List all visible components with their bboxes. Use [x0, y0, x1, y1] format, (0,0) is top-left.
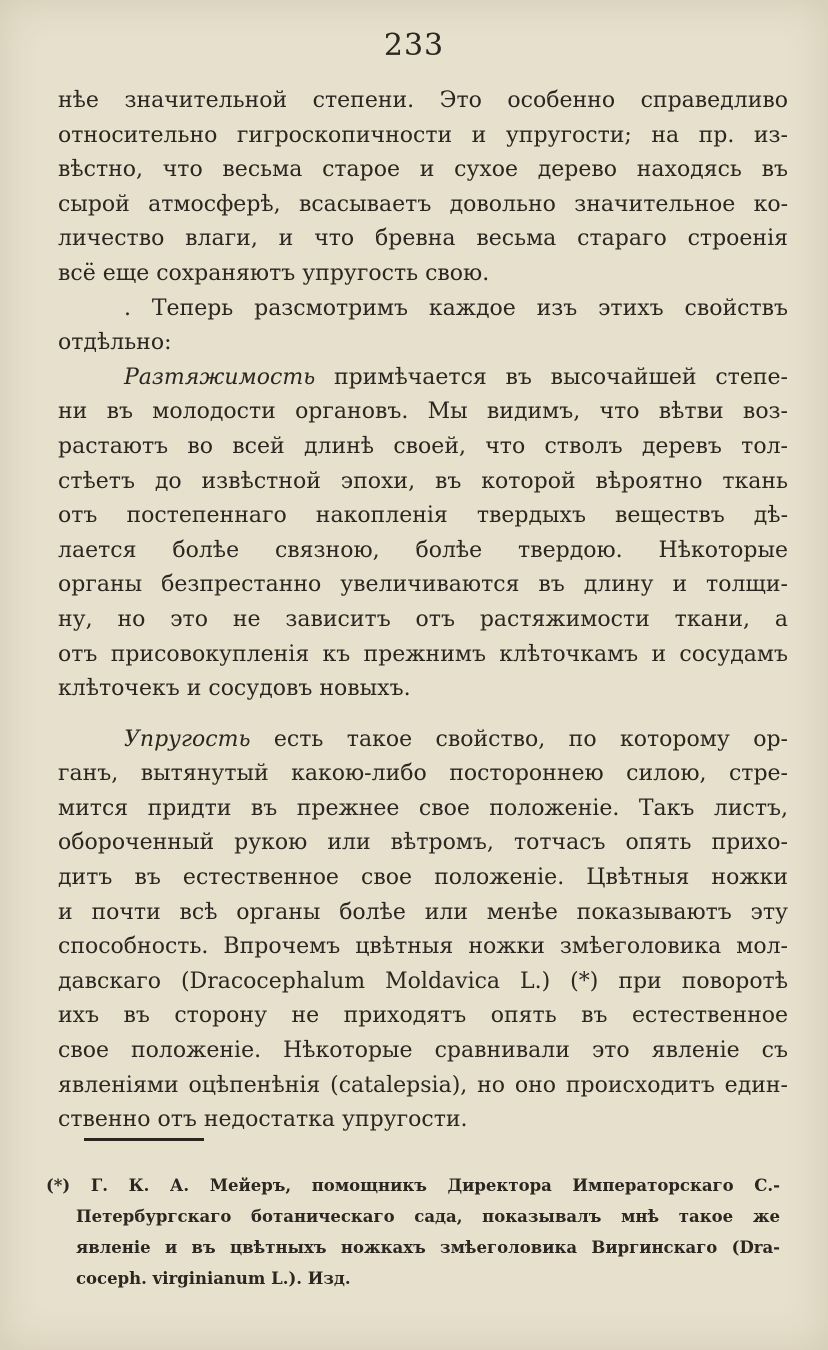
text-line: вѣстно, что весьма старое и сухое дерево находясь въ — [58, 157, 788, 183]
text-line: способность. Впрочемъ цвѣтныя ножки змѣеголовика мол- — [58, 934, 788, 960]
text-line: ну, но это не зависитъ отъ растяжимости ткани, а — [58, 606, 788, 632]
italic-term: Разтяжимость — [124, 364, 316, 390]
footnote-line: (*) Г. К. А. Мейеръ, помощникъ Директора Императорскаго С.- — [46, 1176, 780, 1195]
text-line: ственно отъ недостатка упругости. — [58, 1107, 468, 1133]
text-line: свое положеніе. Нѣкоторые сравнивали это явленіе съ — [58, 1038, 788, 1064]
text-line: личество влаги, и что бревна весьма стараго строенія — [58, 226, 788, 252]
footnote — [46, 1170, 780, 1294]
paragraph-2 — [58, 292, 788, 361]
italic-term: Упругость — [124, 726, 251, 752]
text-line: клѣточекъ и сосудовъ новыхъ. — [58, 676, 411, 702]
text-line: ихъ въ сторону не приходятъ опять въ естественное — [58, 1003, 788, 1029]
body-text — [58, 84, 788, 1138]
text-line: отъ постепеннаго накопленія твердыхъ веществъ дѣ- — [58, 503, 788, 529]
footnote-line: явленіе и въ цвѣтныхъ ножкахъ змѣеголовика Виргинскаго (Dra- — [76, 1238, 780, 1257]
text-line: . Теперь разсмотримъ каждое изъ этихъ свойствъ — [124, 295, 788, 321]
text-line: относительно гигроскопичности и упругости; на пр. из- — [58, 122, 788, 148]
text-line: ни въ молодости органовъ. Мы видимъ, что вѣтви воз- — [58, 399, 788, 425]
text-line: обороченный рукою или вѣтромъ, тотчасъ опять прихо- — [58, 830, 788, 856]
paragraph-4 — [58, 723, 788, 1138]
text-line: дитъ въ естественное свое положеніе. Цвѣтныя ножки — [58, 865, 788, 891]
text-line: нѣе значительной степени. Это особенно справедливо — [58, 88, 788, 113]
footnote-line: coceph. virginianum L.). Изд. — [76, 1269, 351, 1288]
paragraph-3 — [58, 361, 788, 707]
text-line: давскаго (Dracocephalum Moldavica L.) (*) при поворотѣ — [58, 968, 788, 994]
footnote-line: Петербургскаго ботаническаго сада, показывалъ мнѣ такое же — [76, 1207, 780, 1226]
page-number: 233 — [383, 28, 445, 63]
text-line: Разтяжимость примѣчается въ высочайшей степе- — [124, 364, 788, 390]
text-line: отъ присовокупленія къ прежнимъ клѣточкамъ и сосудамъ — [58, 641, 788, 667]
text-line: мится придти въ прежнее свое положеніе. Такъ листъ, — [58, 795, 788, 821]
paragraph-gap — [58, 707, 788, 723]
text-line: ганъ, вытянутый какою-либо постороннею силою, стре- — [58, 761, 788, 787]
text-line: стѣетъ до извѣстной эпохи, въ которой вѣроятно ткань — [58, 468, 788, 494]
footnote-separator — [84, 1138, 204, 1141]
text-line: растаютъ во всей длинѣ своей, что стволъ деревъ тол- — [58, 433, 788, 459]
text-line: всё еще сохраняютъ упругость свою. — [58, 260, 490, 286]
paragraph-1 — [58, 84, 788, 292]
text-line: явленіями оцѣпенѣнія (catalepsia), но оно происходитъ един- — [58, 1072, 788, 1098]
text-line: сырой атмосферѣ, всасываетъ довольно значительное ко- — [58, 191, 788, 217]
text-line: отдѣльно: — [58, 330, 172, 356]
text-line: лается болѣе связною, болѣе твердою. Нѣкоторые — [58, 537, 788, 563]
text-line: органы безпрестанно увеличиваются въ длину и толщи- — [58, 572, 788, 598]
text-line: Упругость есть такое свойство, по которому ор- — [124, 726, 788, 752]
text-line: и почти всѣ органы болѣе или менѣе показываютъ эту — [58, 899, 788, 925]
